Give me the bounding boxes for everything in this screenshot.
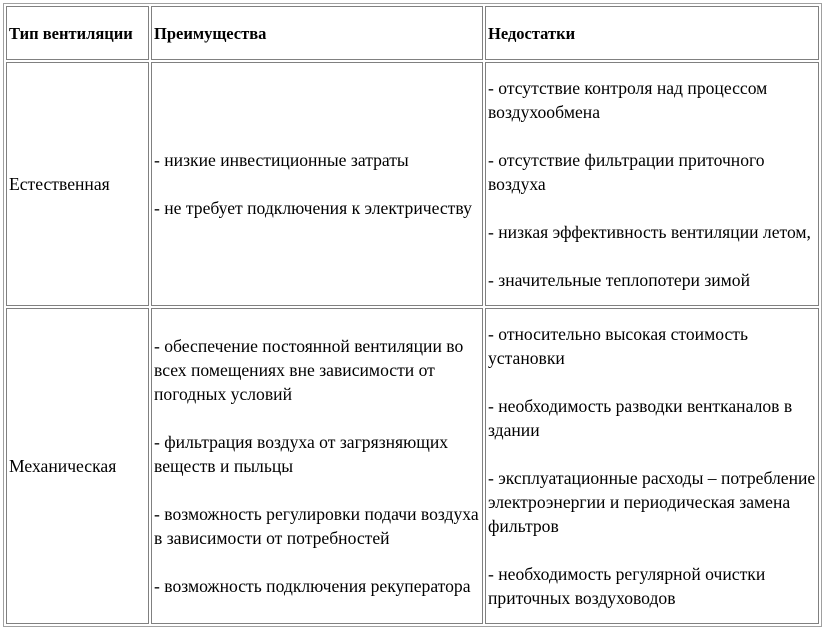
header-row [6,6,819,60]
ventilation-comparison-table [3,3,822,627]
list-item: - эксплуатационные расходы – потребление электроэнергии и периодическая замена фильтров [488,468,816,536]
list-item: - возможность подключения рекуператора [154,576,471,596]
list-item: - низкая эффективность вентиляции летом, [488,222,811,242]
row-advantages-natural [151,62,483,306]
table-row-mechanical [6,308,819,624]
row-type-mechanical: Механическая [6,308,149,624]
list-item: - необходимость регулярной очистки приточных воздуховодов [488,564,766,608]
header-disadvantages: Недостатки [485,6,819,60]
list-item: - не требует подключения к электричеству [154,198,472,218]
row-disadvantages-mechanical [485,308,819,624]
list-item: - фильтрация воздуха от загрязняющих веществ и пыльцы [154,432,449,476]
list-item: - отсутствие фильтрации приточного воздуха [488,150,765,194]
header-type: Тип вентиляции [6,6,149,60]
list-item: - возможность регулировки подачи воздуха в зависимости от потребностей [154,504,479,548]
header-advantages: Преимущества [151,6,483,60]
list-item: - низкие инвестиционные затраты [154,150,409,170]
list-item: - относительно высокая стоимость установки [488,324,748,368]
list-item: - необходимость разводки вентканалов в здании [488,396,793,440]
table-row-natural [6,62,819,306]
list-item: - значительные теплопотери зимой [488,270,751,290]
row-disadvantages-natural [485,62,819,306]
row-advantages-mechanical [151,308,483,624]
list-item: - отсутствие контроля над процессом воздухообмена [488,78,768,122]
row-type-natural: Естественная [6,62,149,306]
list-item: - обеспечение постоянной вентиляции во всех помещениях вне зависимости от погодных условий [154,336,464,404]
